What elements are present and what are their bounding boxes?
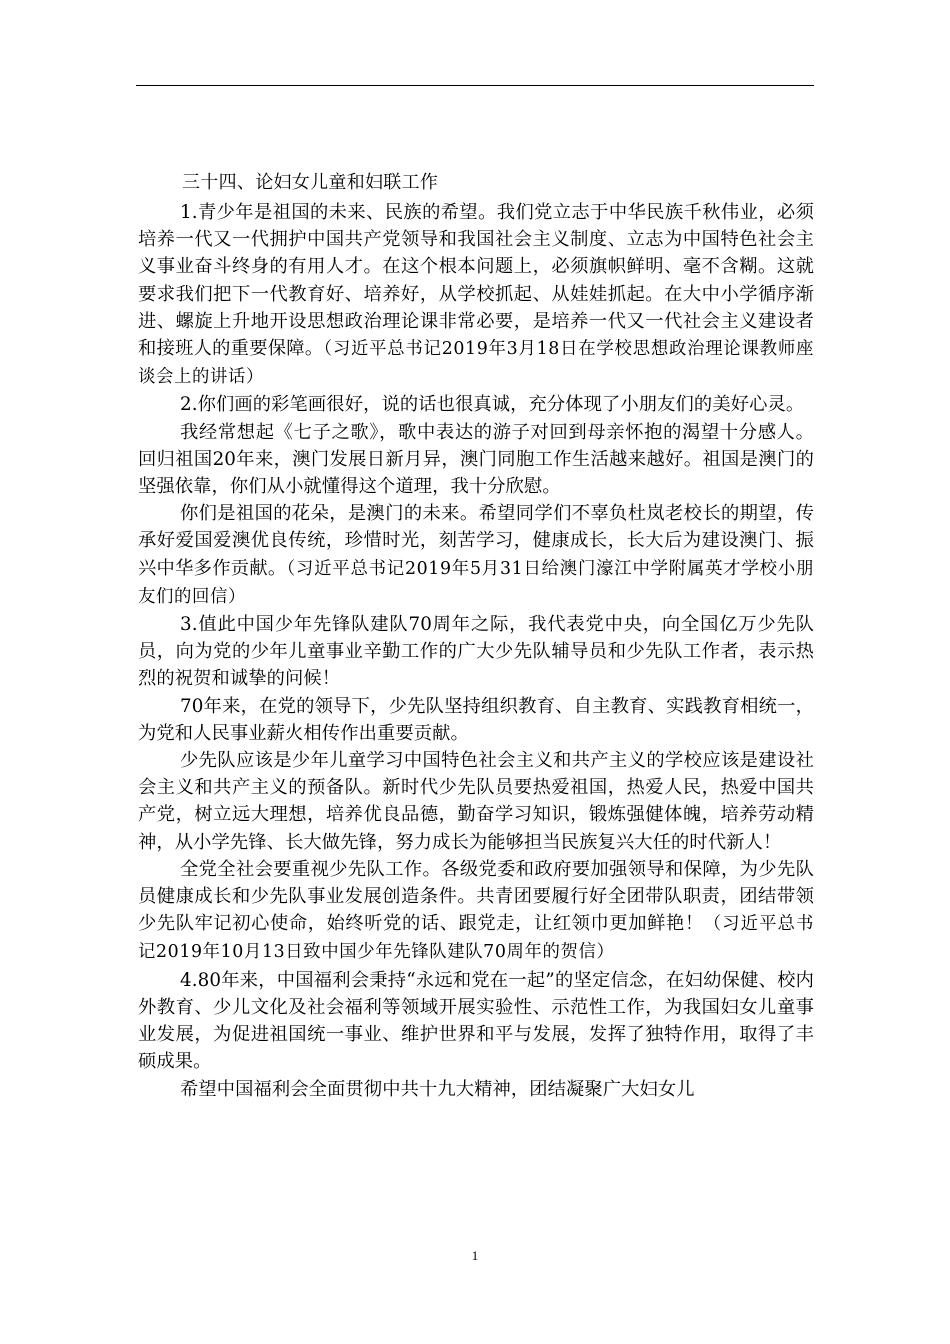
- paragraph-4: 你们是祖国的花朵，是澳门的未来。希望同学们不辜负杜岚老校长的期望，传承好爱国爱澳优良传统，珍惜时光，刻苦学习，健康成长，长大后为建设澳门、振兴中华多作贡献。（习近平总书记2019年5月31日给澳门濠江中学附属英才学校小朋友们的回信）: [138, 503, 814, 607]
- paragraph-3: 我经常想起《七子之歌》，歌中表达的游子对回到母亲怀抱的渴望十分感人。回归祖国20年来，澳门发展日新月异，澳门同胞工作生活越来越好。祖国是澳门的坚强依靠，你们从小就懂得这个道理，我十分欣慰。: [138, 421, 814, 498]
- paragraph-2: 2.你们画的彩笔画很好，说的话也很真诚，充分体现了小朋友们的美好心灵。: [180, 394, 805, 416]
- paragraph-8: 全党全社会要重视少先队工作。各级党委和政府要加强领导和保障，为少先队员健康成长和少先队事业发展创造条件。共青团要履行好全团带队职责，团结带领少先队牢记初心使命，始终听党的话、跟党走，让红领巾更加鲜艳！（习近平总书记2019年10月13日致中国少年先锋队建队70周年的贺信）: [138, 858, 815, 963]
- page-number: 1: [471, 1248, 479, 1263]
- paragraph-6: 70年来，在党的领导下，少先队坚持组织教育、自主教育、实践教育相统一，为党和人民事业薪火相传作出重要贡献。: [138, 695, 814, 744]
- citation-3: （习近平总书记2019年10月13日致中国少年先锋队建队70周年的贺信）: [138, 914, 815, 963]
- paragraph-1: 1.青少年是祖国的未来、民族的希望。我们党立志于中华民族千秋伟业，必须培养一代又一代拥护中国共产党领导和我国社会主义制度、立志为中国特色社会主义事业奋斗终身的有用人才。在这个根本问题上，必须旗帜鲜明、毫不含糊。这就要求我们把下一代教育好、培养好，从学校抓起、从娃娃抓起。在大中小学循序渐进、螺旋上升地开设思想政治理论课非常必要，是培养一代又一代社会主义建设者和接班人的重要保障。（习近平总书记2019年3月18日在学校思想政治理论课教师座谈会上的讲话）: [138, 202, 814, 388]
- document-body: [138, 170, 814, 1103]
- paragraph-9: 4.80年来，中国福利会秉持“永远和党在一起”的坚定信念，在妇幼保健、校内外教育、少儿文化及社会福利等领域开展实验性、示范性工作，为我国妇女儿童事业发展，为促进祖国统一事业、维护世界和平与发展，发挥了独特作用，取得了丰硕成果。: [138, 969, 814, 1073]
- header-rule: [136, 85, 814, 86]
- section-heading: 三十四、论妇女儿童和妇联工作: [182, 172, 439, 193]
- citation-2: （习近平总书记2019年5月31日给澳门濠江中学附属英才学校小朋友们的回信）: [138, 558, 814, 607]
- paragraph-7: 少先队应该是少年儿童学习中国特色社会主义和共产主义的学校应该是建设社会主义和共产主义的预备队。新时代少先队员要热爱祖国，热爱人民，热爱中国共产党，树立远大理想，培养优良品德，勤奋学习知识，锻炼强健体魄，培养劳动精神，从小学先锋、长大做先锋，努力成长为能够担当民族复兴大任的时代新人！: [138, 750, 814, 853]
- paragraph-10: 希望中国福利会全面贯彻中共十九大精神，团结凝聚广大妇女儿: [180, 1078, 695, 1100]
- citation-1: （习近平总书记2019年3月18日在学校思想政治理论课教师座谈会上的讲话）: [138, 339, 814, 388]
- paragraph-5: 3.值此中国少年先锋队建队70周年之际，我代表党中央，向全国亿万少先队员，向为党的少年儿童事业辛勤工作的广大少先队辅导员和少先队工作者，表示热烈的祝贺和诚挚的问候！: [138, 614, 814, 690]
